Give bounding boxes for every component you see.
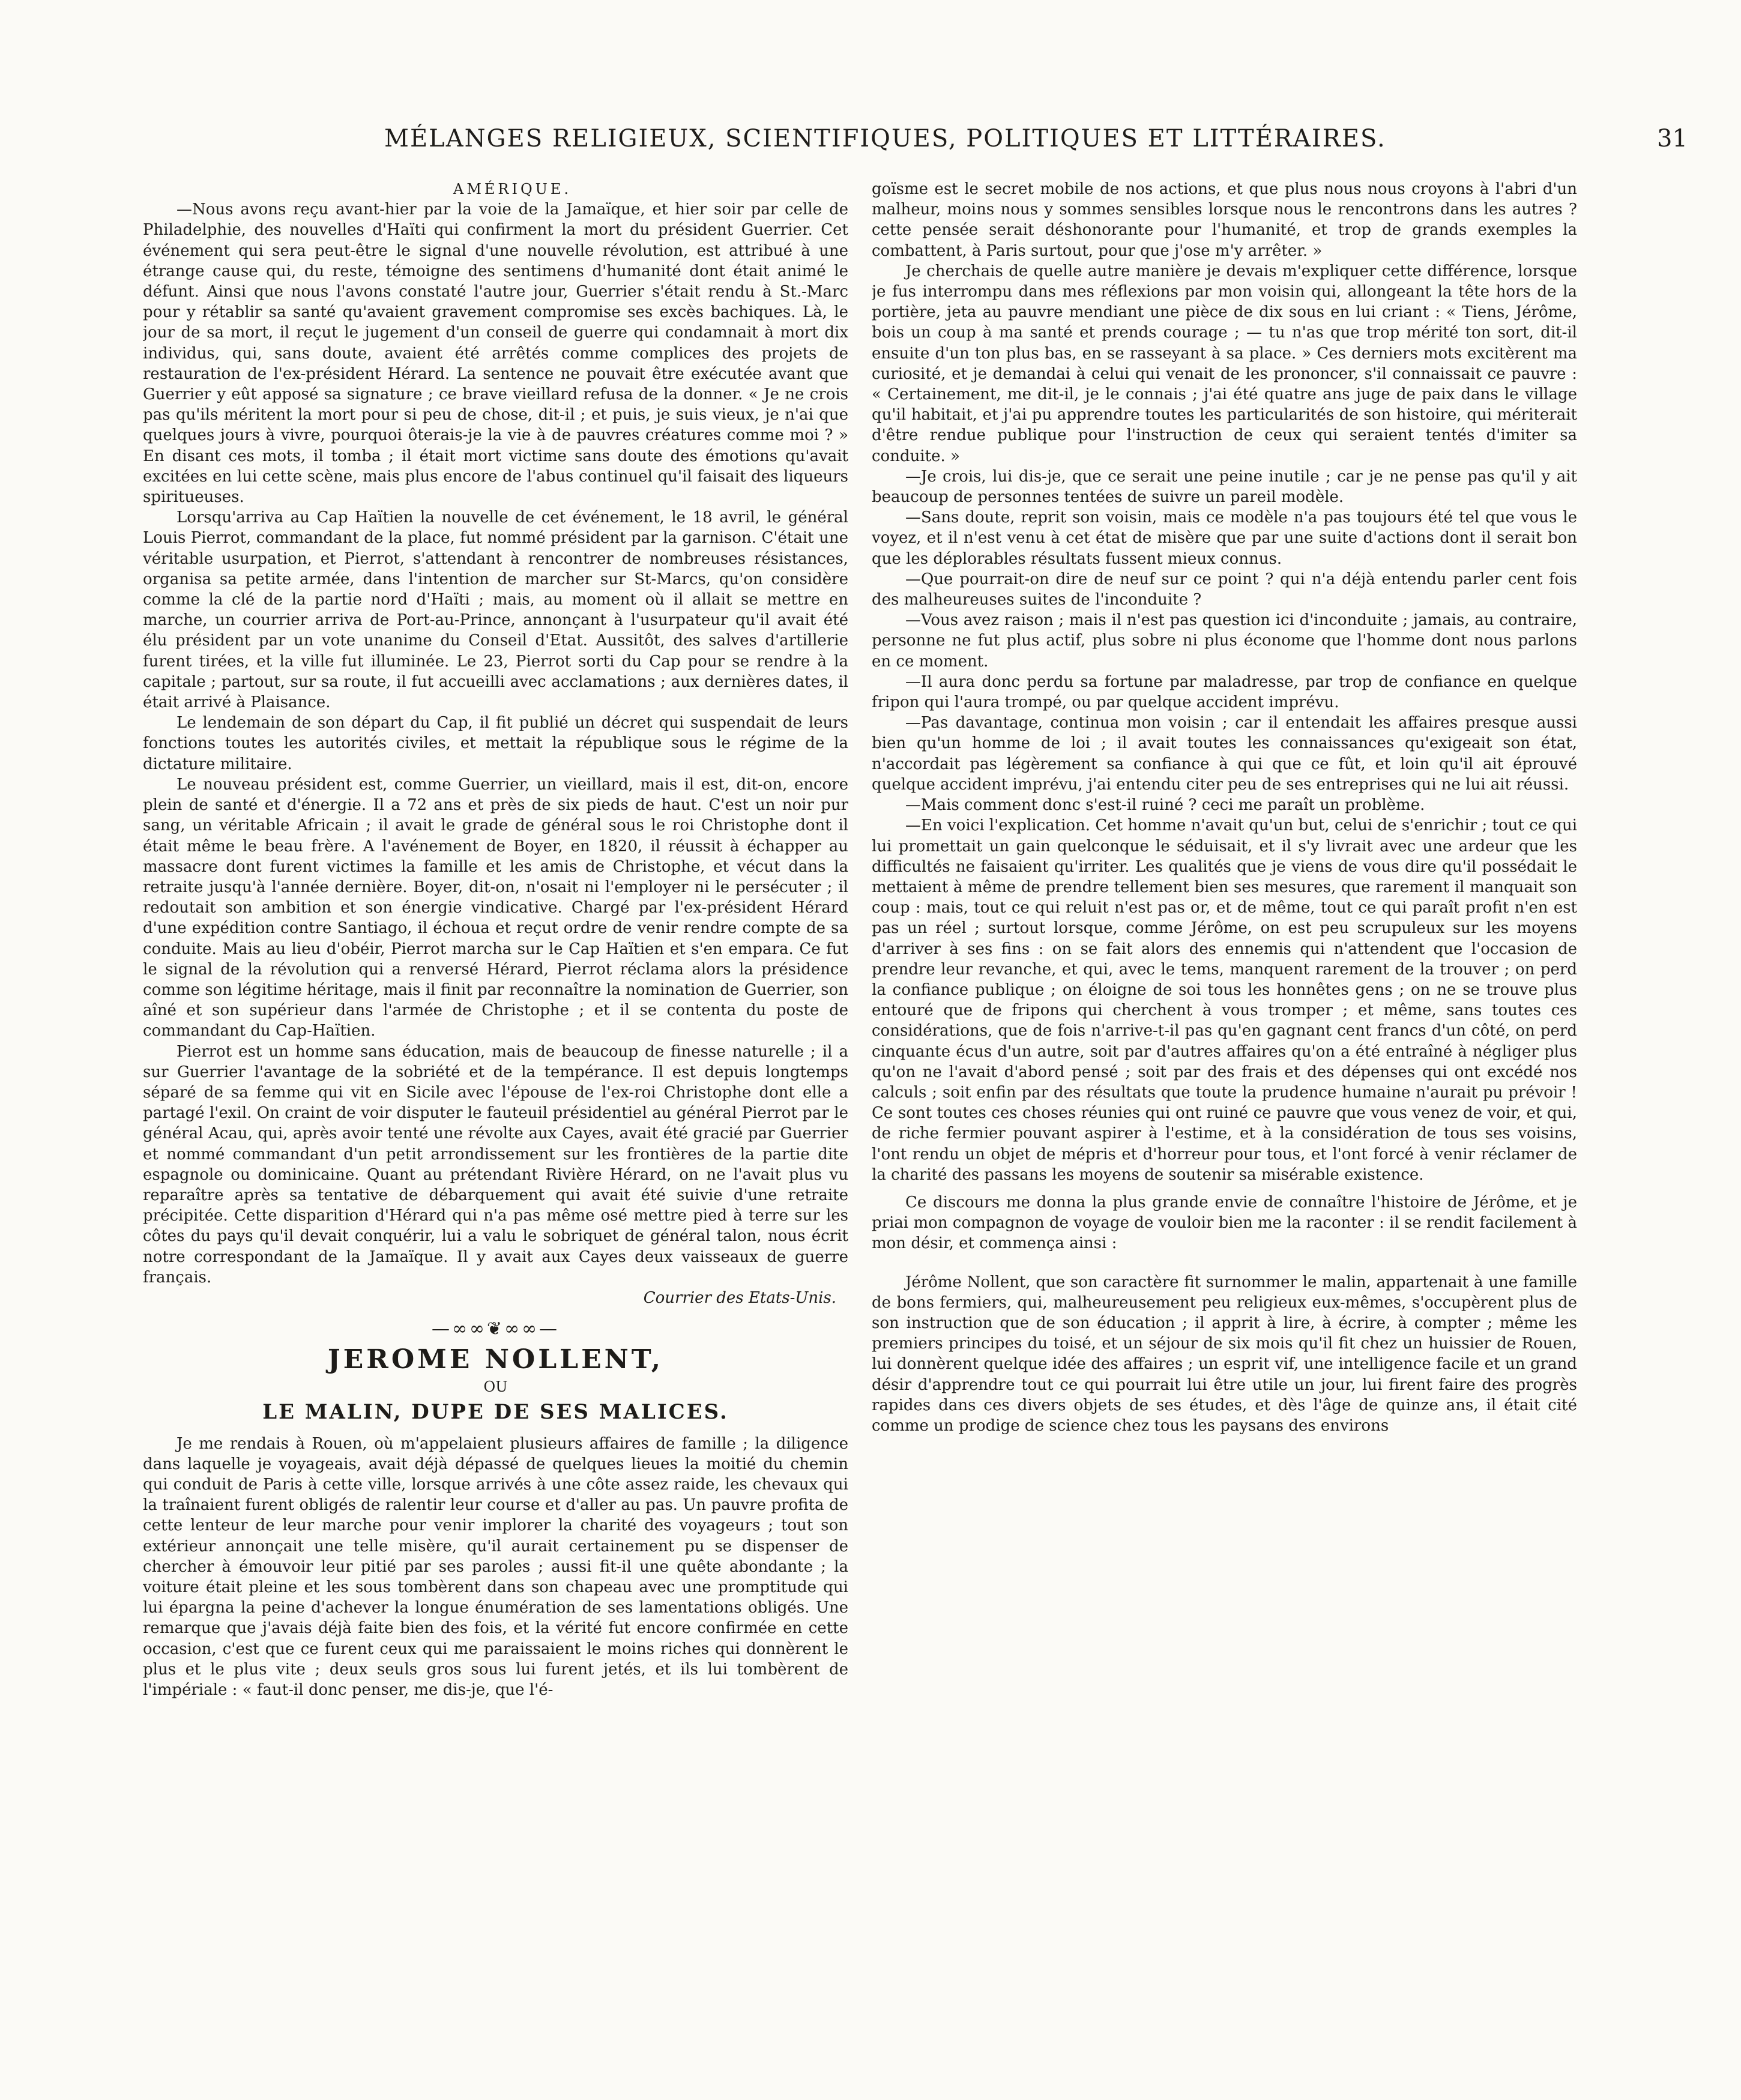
left-column [143, 179, 848, 2079]
dialogue-paragraph: —Sans doute, reprit son voisin, mais ce modèle n'a pas toujours été tel que vous le voyez, et il n'est venu à cet état de misère que par une suite d'actions dont il serait bon que les déplorables résultats fussent mieux connus. [872, 508, 1577, 568]
story-paragraph: Jérôme Nollent, que son caractère fit surnommer le malin, appartenait à une famille de bons fermiers, qui, malheureusement peu religieux eux-mêmes, s'occupèrent plus de son instruction que de son éducation ; il apprit à lire, à écrire, à compter ; même les premiers principes du toisé, et un séjour de six mois qu'il fit chez un huissier de Rouen, lui donnèrent quelque idée des affaires ; un esprit vif, une intelligence facile et un grand désir d'apprendre tout ce qui pourrait lui être utile un jour, lui firent faire des progrès rapides dans ces divers objets de ses études, et dès l'âge de quinze ans, il était cité comme un prodige de science chez tous les paysans des environs [872, 1273, 1577, 1435]
dialogue-paragraph: —Je crois, lui dis-je, que ce serait une peine inutile ; car je ne pense pas qu'il y ait beaucoup de personnes tentées de suivre un pareil modèle. [872, 467, 1577, 507]
ornament-divider: —∞∞❦∞∞— [431, 1318, 560, 1340]
news-paragraph: Le nouveau président est, comme Guerrier, un vieillard, mais il est, dit-on, encore plein de santé et d'énergie. Il a 72 ans et près de six pieds de haut. C'est un noir pur sang, un véritable Africain ; il avait le grade de général sous le roi Christophe dont il était même le beau frère. A l'avénement de Boyer, en 1820, il réussit à échapper au massacre dont furent victimes la famille et les amis de Christophe, et vécut dans la retraite jusqu'à l'année dernière. Boyer, dit-on, n'osait ni l'employer ni le persécuter ; il redoutait son ambition et son énergie vindicative. Chargé par l'ex-président Hérard d'une expédition contre Santiago, il échoua et reçut ordre de venir rendre compte de sa conduite. Mais au lieu d'obéir, Pierrot marcha sur le Cap Haïtien et s'en empara. Ce fut le signal de la révolution qui a renversé Hérard, Pierrot réclama alors la présidence comme son légitime héritage, mais il finit par reconnaître la nomination de Guerrier, son aîné et son supérieur dans l'armée de Christophe ; et il se contenta du poste de commandant du Cap-Haïtien. [143, 775, 848, 1040]
dialogue-paragraph: —Vous avez raison ; mais il n'est pas question ici d'inconduite ; jamais, au contraire, personne ne fut plus actif, plus sobre ni plus économe que l'homme dont nous parlons en ce moment. [872, 611, 1577, 671]
dialogue-paragraph: —Pas davantage, continua mon voisin ; car il entendait les affaires presque aussi bien qu'un homme de loi ; il avait toutes les connaissances qu'exigeait son état, n'accordait pas légèrement sa confiance à qui que ce fût, et loin qu'il ait éprouvé quelque accident imprévu, j'ai entendu citer peu de ses entreprises qui ne lui ait réussi. [872, 714, 1577, 794]
running-title: MÉLANGES RELIGIEUX, SCIENTIFIQUES, POLITIQUES ET LITTÉRAIRES. [384, 125, 1386, 152]
news-paragraph: —Nous avons reçu avant-hier par la voie de la Jamaïque, et hier soir par celle de Philadelphie, des nouvelles d'Haïti qui confirment la mort du président Guerrier. Cet événement qui sera peut-être le signal d'une nouvelle révolution, est attribué à une étrange cause qui, du reste, témoigne des sentimens d'humanité dont était animé le défunt. Ainsi que nous l'avons constaté l'autre jour, Guerrier s'était rendu à St.-Marc pour y rétablir sa santé qu'avaient gravement compromise ses excès bachiques. Là, le jour de sa mort, il reçut le jugement d'un conseil de guerre qui condamnait à mort dix individus, qui, sans doute, avaient été arrêtés comme complices des projets de restauration de l'ex-président Hérard. La sentence ne pouvait être exécutée avant que Guerrier y eût apposé sa signature ; ce brave vieillard refusa de la donner. « Je ne crois pas qu'ils méritent la mort pour si peu de chose, dit-il ; et puis, je suis vieux, je n'ai que quelques jours à vivre, pourquoi ôterais-je la vie à de pauvres créatures comme moi ? » En disant ces mots, il tomba ; il était mort victime sans doute des émotions qu'avait excitées en lui cette scène, mais plus encore de l'abus continuel qu'il faisait des liqueurs spiritueuses. [143, 201, 848, 507]
dialogue-paragraph: —Mais comment donc s'est-il ruiné ? ceci me paraît un problème. [905, 796, 1425, 815]
story-paragraph: Je me rendais à Rouen, où m'appelaient plusieurs affaires de famille ; la diligence dans laquelle je voyageais, avait déjà dépassé de quelques lieues la moitié du chemin qui conduit de Paris à cette ville, lorsque arrivés à une côte assez raide, les chevaux qui la traînaient furent obligés de ralentir leur course et d'aller au pas. Un pauvre profita de cette lenteur de leur marche pour venir implorer la charité des voyageurs ; tout son extérieur annonçait une telle misère, qu'il aurait certainement pu se dispenser de chercher à émouvoir leur pitié par ses paroles ; aussi fit-il une quête abondante ; la voiture était pleine et les sous tombèrent dans son chapeau avec une promptitude qui lui épargna la peine d'achever la longue énumération de ses lamentations obligés. Une remarque que j'avais déjà faite bien des fois, et la vérité fut encore confirmée en cette occasion, c'est que ce furent ceux qui me paraissaient le moins riches qui donnèrent le plus et le plus vite ; deux seuls gros sous lui furent jetés, et ils lui tombèrent de l'impériale : « faut-il donc penser, me dis-je, que l'é- [143, 1434, 848, 1700]
section-label: AMÉRIQUE. [453, 181, 572, 198]
title-conjunction: OU [483, 1378, 508, 1396]
source-signature: Courrier des Etats-Unis. [643, 1288, 836, 1307]
news-paragraph: Le lendemain de son départ du Cap, il fit publié un décret qui suspendait de leurs fonctions toutes les autorités civiles, et mettait la république sous le régime de la dictature militaire. [143, 714, 848, 773]
dialogue-paragraph: —Que pourrait-on dire de neuf sur ce point ? qui n'a déjà entendu parler cent fois des malheureuses suites de l'inconduite ? [872, 570, 1577, 609]
page-number: 31 [1657, 125, 1688, 152]
dialogue-paragraph: —En voici l'explication. Cet homme n'avait qu'un but, celui de s'enrichir ; tout ce qui lui promettait un gain quelconque le séduisait, et il s'y livrait avec une ardeur que les difficultés ne faisaient qu'irriter. Les qualités que je viens de vous dire qu'il possédait le mettaient à même de prendre tellement bien ses mesures, que rarement il manquait son coup : mais, tout ce qui reluit n'est pas or, et de même, tout ce qui paraît profit n'en est pas un réel ; surtout lorsque, comme Jérôme, on est peu scrupuleux sur les moyens d'arriver à ses fins : on se fait alors des ennemis qui n'attendent que l'occasion de prendre leur revanche, et qui, avec le tems, manquent rarement de la trouver ; on perd la confiance publique ; on éloigne de soi tous les honnêtes gens ; on ne se trouve plus entouré que de fripons qui cherchent à vous tromper ; et même, sans toutes ces considérations, que de fois n'arrive-t-il pas qu'en gagnant cent francs d'un côté, on perd cinquante écus d'un autre, soit par d'autres affaires qu'on a été entraîné à négliger plus qu'on ne l'avait d'abord pensé ; soit par des frais et des dépenses qui ont excédé nos calculs ; soit enfin par des résultats que toute la prudence humaine n'aurait pu prévoir ! Ce sont toutes ces choses réunies qui ont ruiné ce pauvre que vous venez de voir, et qui, de riche fermier pouvant aspirer à l'estime, et à la considération de tous ses voisins, l'ont rendu un objet de mépris et d'horreur pour tous, et l'ont forcé à venir réclamer de la charité des passans les moyens de soutenir sa misérable existence. [872, 816, 1577, 1184]
story-paragraph: Ce discours me donna la plus grande envie de connaître l'histoire de Jérôme, et je priai mon compagnon de voyage de vouloir bien me la raconter : il se rendit facilement à mon désir, et commença ainsi : [872, 1193, 1577, 1253]
story-paragraph: goïsme est le secret mobile de nos actions, et que plus nous nous croyons à l'abri d'un malheur, moins nous y sommes sensibles lorsque nous le rencontrons dans les autres ? cette pensée serait déshonorante pour l'humanité, et trop de grands exemples la combattent, à Paris surtout, pour que j'ose m'y arrêter. » [872, 180, 1577, 260]
dialogue-paragraph: —Il aura donc perdu sa fortune par maladresse, par trop de confiance en quelque fripon qui l'aura trompé, ou par quelque accident imprévu. [872, 672, 1577, 712]
news-paragraph: Pierrot est un homme sans éducation, mais de beaucoup de finesse naturelle ; il a sur Guerrier l'avantage de la sobriété et de la tempérance. Il est depuis longtemps séparé de sa femme qui vit en Sicile avec l'épouse de l'ex-roi Christophe dont elle a partagé l'exil. On craint de voir disputer le fauteuil présidentiel au général Pierrot par le général Acau, qui, après avoir tenté une révolte aux Cayes, avait été gracié par Guerrier et nommé commandant d'un petit arrondissement sur les frontières de la partie dite espagnole ou dominicaine. Quant au prétendant Rivière Hérard, on ne l'avait plus vu reparaître après sa tentative de débarquement qui avait été suivie d'une retraite précipitée. Cette disparition d'Hérard qui n'a pas même osé mettre pied à terre sur les côtes du pays qu'il devait conquérir, lui a valu le sobriquet de général talon, nous écrit notre correspondant de la Jamaïque. Il y avait aux Cayes deux vaisseaux de guerre français. [143, 1042, 848, 1287]
story-paragraph: Je cherchais de quelle autre manière je devais m'expliquer cette différence, lorsque je fus interrompu dans mes réflexions par mon voisin qui, allongeant la tête hors de la portière, jeta au pauvre mendiant une pièce de dix sous en lui criant : « Tiens, Jérôme, bois un coup à ma santé et prends courage ; — tu n'as que trop mérité ton sort, dit-il ensuite d'un ton plus bas, en se rasseyant à sa place. » Ces derniers mots excitèrent ma curiosité, et je demandai à celui qui venait de les prononcer, s'il connaissait ce pauvre : « Certainement, me dit-il, je le connais ; j'ai été quatre ans juge de paix dans le village qu'il habitait, et j'ai pu apprendre toutes les particularités de son histoire, qui mériterait d'être rendue publique pour l'instruction de ceux qui seraient tentés d'imiter sa conduite. » [872, 262, 1577, 465]
news-paragraph: Lorsqu'arriva au Cap Haïtien la nouvelle de cet événement, le 18 avril, le général Louis Pierrot, commandant de la place, fut nommé président par la garnison. C'était une véritable usurpation, et Pierrot, s'attendant à rencontrer de nombreuses résistances, organisa sa petite armée, dans l'intention de marcher sur St-Marcs, qu'on considère comme la clé de la partie nord d'Haïti ; mais, au moment où il allait se mettre en marche, un courrier arriva de Port-au-Prince, annonçant à l'usurpateur qu'il avait été élu président par un vote unanime du Conseil d'Etat. Aussitôt, des salves d'artillerie furent tirées, et la ville fut illuminée. Le 23, Pierrot sorti du Cap pour se rendre à la capitale ; partout, sur sa route, il fut accueilli avec acclamations ; aux dernières dates, il était arrivé à Plaisance. [143, 508, 848, 712]
article-title: JEROME NOLLENT, [327, 1344, 664, 1375]
right-column [872, 179, 1577, 2079]
article-subtitle: LE MALIN, DUPE DE SES MALICES. [262, 1399, 729, 1424]
